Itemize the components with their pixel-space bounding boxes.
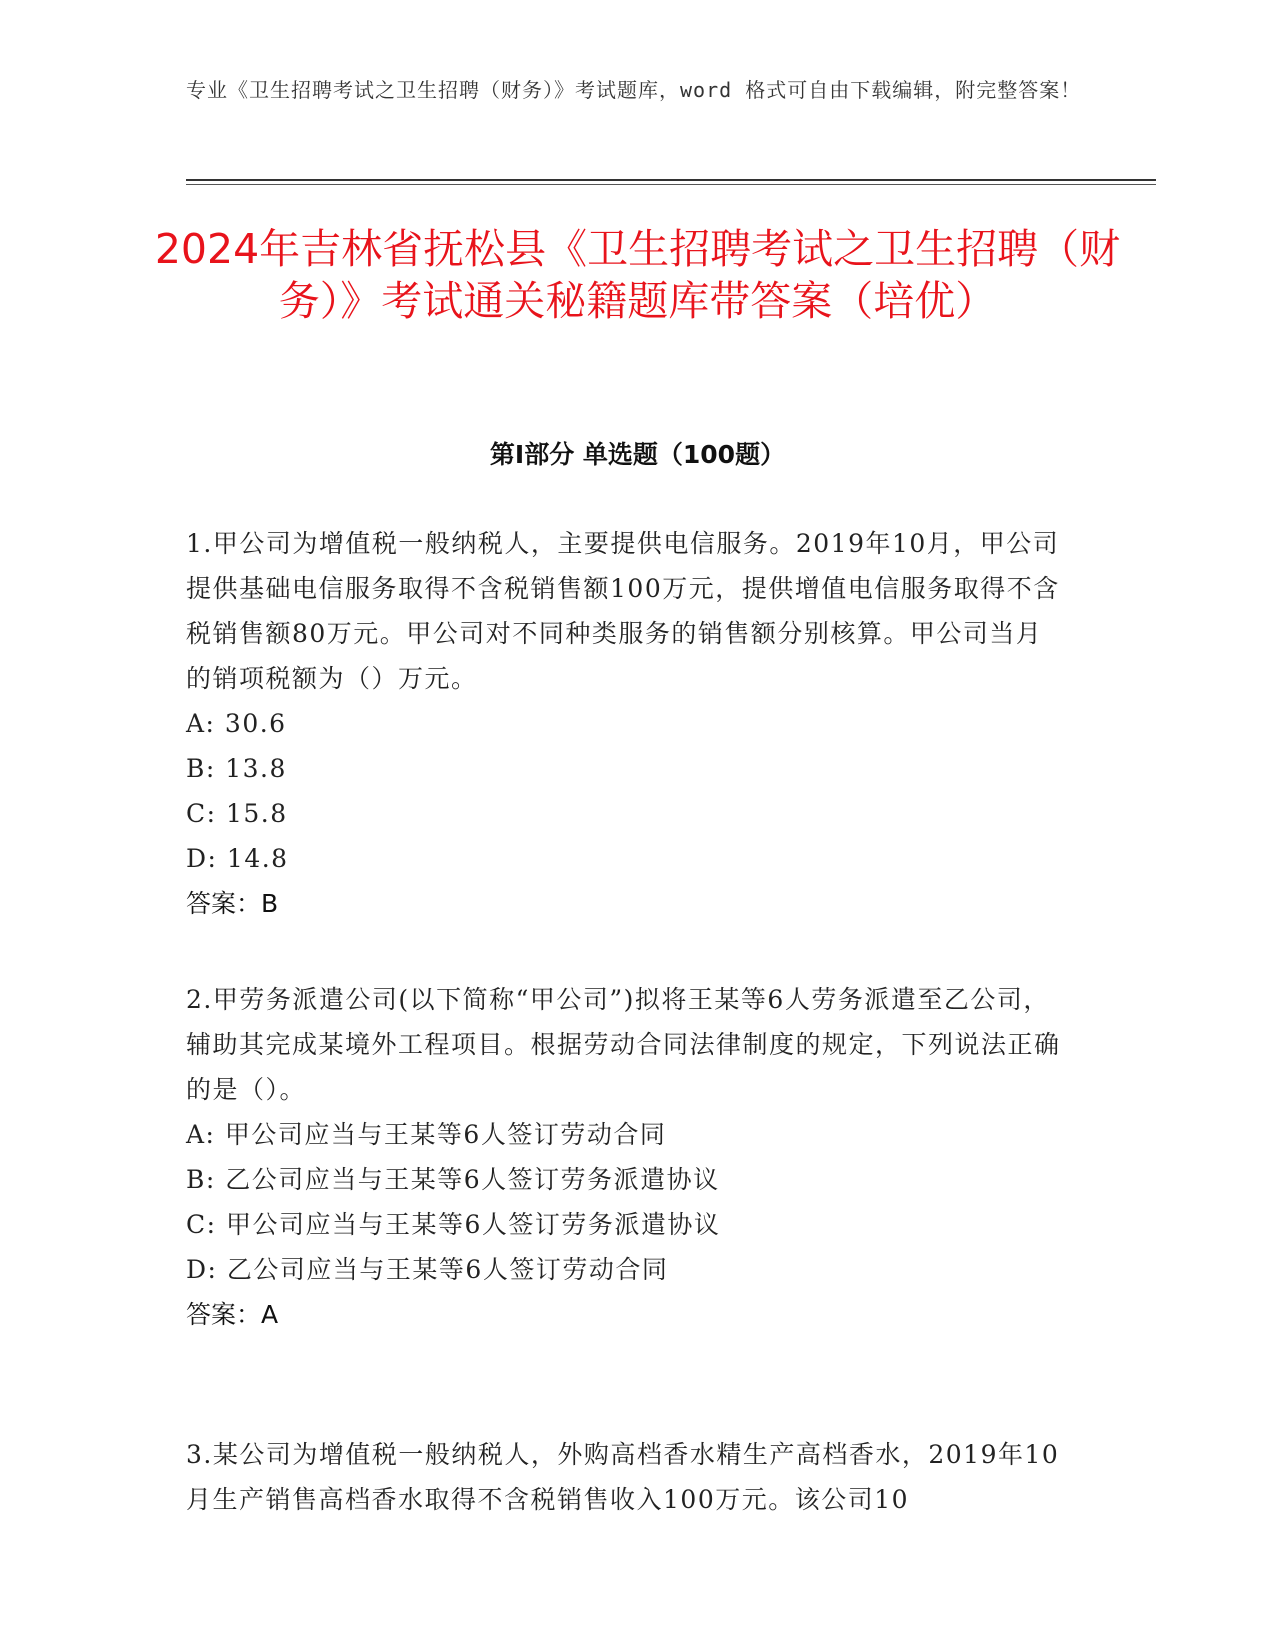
option-b: B: 乙公司应当与王某等6人签订劳务派遣协议 bbox=[186, 1165, 720, 1194]
option-d: D: 14.8 bbox=[186, 844, 289, 873]
option-c: C: 甲公司应当与王某等6人签订劳务派遣协议 bbox=[186, 1210, 721, 1239]
answer: 答案：B bbox=[186, 889, 279, 918]
option-a: A: 甲公司应当与王某等6人签订劳动合同 bbox=[186, 1120, 667, 1149]
document-title: 2024年吉林省抚松县《卫生招聘考试之卫生招聘（财务）》考试通关秘籍题库带答案（培优） bbox=[154, 225, 1121, 325]
answer: 答案：A bbox=[186, 1300, 279, 1329]
option-c: C: 15.8 bbox=[186, 799, 288, 828]
question-3 bbox=[186, 1432, 1066, 1522]
option-b: B: 13.8 bbox=[186, 754, 287, 783]
question-1 bbox=[186, 521, 1066, 926]
question-stem: 1.甲公司为增值税一般纳税人，主要提供电信服务。2019年10月，甲公司提供基础电信服务取得不含税销售额100万元，提供增值电信服务取得不含税销售额80万元。甲公司对不同种类服务的销售额分别核算。甲公司当月的销项税额为（）万元。 bbox=[186, 529, 1060, 693]
header-rule bbox=[186, 179, 1156, 181]
header-rule-thin bbox=[186, 184, 1156, 185]
question-2 bbox=[186, 977, 1066, 1337]
question-stem: 2.甲劳务派遣公司(以下简称“甲公司”)拟将王某等6人劳务派遣至乙公司，辅助其完成某境外工程项目。根据劳动合同法律制度的规定，下列说法正确的是（）。 bbox=[186, 985, 1061, 1104]
question-stem: 3.某公司为增值税一般纳税人，外购高档香水精生产高档香水，2019年10月生产销售高档香水取得不含税销售收入100万元。该公司10 bbox=[186, 1440, 1060, 1514]
option-d: D: 乙公司应当与王某等6人签订劳动合同 bbox=[186, 1255, 669, 1284]
section-heading: 第I部分 单选题（100题） bbox=[489, 440, 786, 469]
header-note: 专业《卫生招聘考试之卫生招聘（财务）》考试题库，word 格式可自由下载编辑，附完整答案！ bbox=[186, 78, 1082, 102]
option-a: A: 30.6 bbox=[186, 709, 287, 738]
